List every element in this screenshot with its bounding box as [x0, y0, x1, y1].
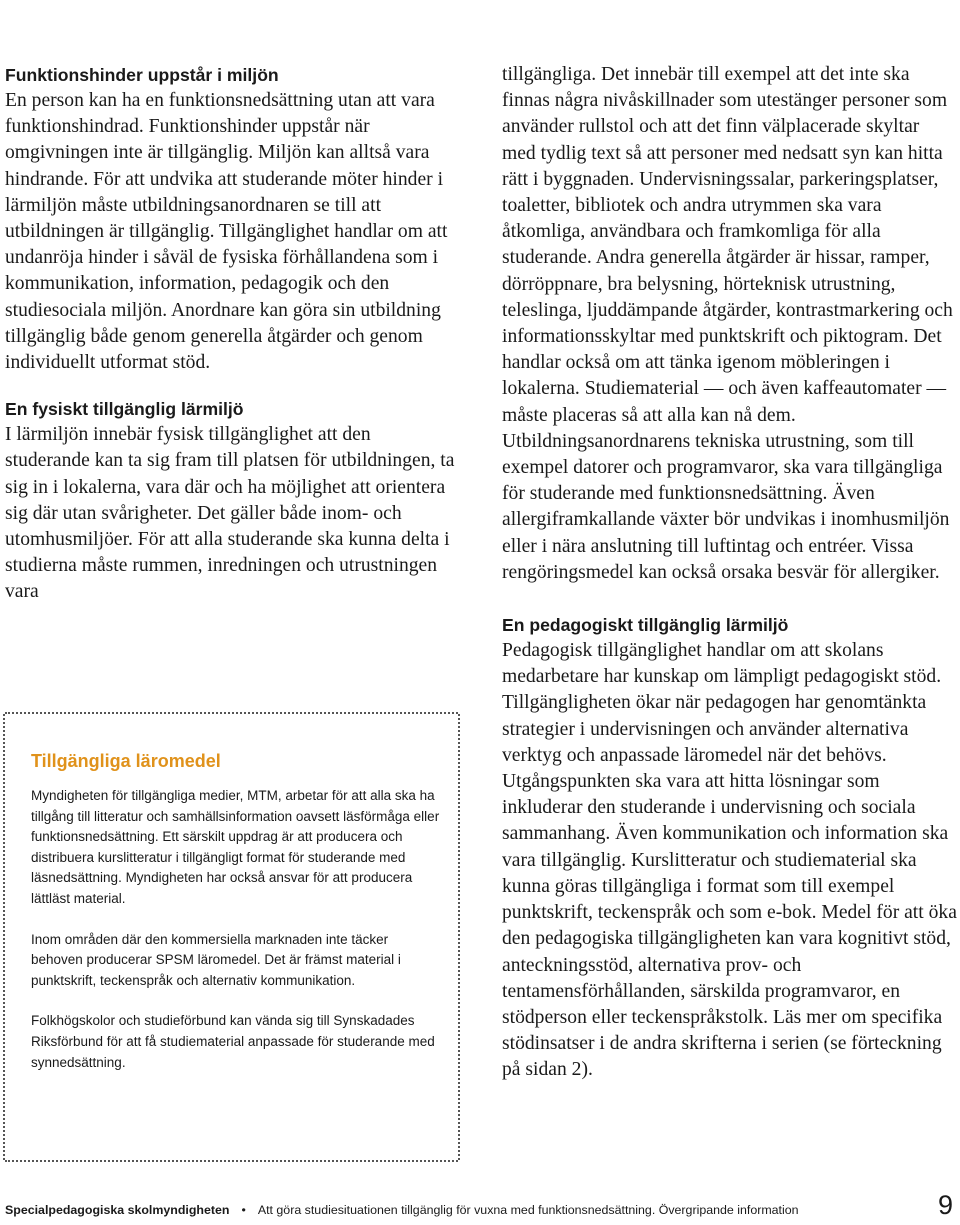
paragraph-pedagogisk: Pedagogisk tillgänglighet handlar om att skolans medarbetare har kunskap om lämpligt pedagogiskt stöd. Tillgängligheten ökar när pedagogen har genomtänkta strategier i undervisningen och använder alternativa verktyg och anpassade läromedel när det behövs. Utgångspunkten ska vara att hitta lösningar som inkluderar den studerande i undervisning och sociala sammanhang. Även kommunikation och information ska vara tillgänglig. Kurslitteratur och studiematerial ska kunna göras tillgängliga i format som till exempel punktskrift, teckenspråk och som e-bok. Medel för att öka den pedagogiska tillgängligheten kan vara kognitivt stöd, anteckningsstöd, alternativa prov- och tentamensförhållanden, särskilda programvaror, en stödperson eller teckenspråkstolk. Läs mer om specifika stödinsatser i de andra skrifterna i serien (se förteckning på sidan 2).	[502, 640, 957, 1081]
page-number: 9	[937, 1190, 953, 1220]
paragraph-funktionshinder: En person kan ha en funktionsnedsättning utan att vara funktionshindrad. Funktionshinder uppstår när omgivningen inte är tillgänglig. Miljön kan alltså vara hindrande. För att undvika att studerande möter hinder i lärmiljön måste utbildningsanordnaren se till att utbildningen är tillgänglig. Tillgänglighet handlar om att undanröja hinder i såväl de fysiska förhållandena som i kommunikation, information, pedagogik och den studiesociala miljön. Anordnare kan göra sin utbildning tillgänglig både genom generella åtgärder och genom individuellt utformat stöd.	[5, 90, 448, 374]
right-column	[502, 62, 957, 1084]
heading-fysisk-larmiljo: En fysiskt tillgänglig lärmiljö	[5, 399, 244, 420]
box-paragraph-folkhogskolor: Folkhögskolor och studieförbund kan vända sig till Synskadades Riksförbund för att få studiematerial anpassade för studerande med synnedsättning.	[31, 1013, 435, 1070]
paragraph-tillgangliga: tillgängliga. Det innebär till exempel att det inte ska finnas några nivåskillnader som utestänger personer som använder rullstol och att det finn välplacerade skyltar med tydlig text så att personer med nedsatt syn kan hitta rätt i byggnaden. Undervisningssalar, parkeringsplatser, toaletter, bibliotek och andra utrymmen ska vara åtkomliga, användbara och framkomliga för alla studerande. Andra generella åtgärder är hissar, ramper, dörröppnare, bra belysning, hörteknisk utrustning, teleslinga, ljuddämpande åtgärder, kontrastmarkering och informationsskyltar med punktskrift och piktogram. Det handlar också om att tänka igenom möbleringen i lokalerna. Studiematerial — och även kaffeautomater — måste placeras så att alla kan nå dem. Utbildningsanordnarens tekniska utrustning, som till exempel datorer och programvaror, ska vara tillgängliga för studerande med funktionsnedsättning. Även allergiframkallande växter bör undvikas i inomhusmiljön eller i nära anslutning till luftintag och entréer. Vissa rengöringsmedel kan också orsaka besvär för allergiker.	[502, 64, 953, 583]
page-footer	[5, 1190, 955, 1225]
footer-organization: Specialpedagogiska skolmyndigheten	[5, 1203, 230, 1217]
footer-bullet: •	[241, 1203, 246, 1217]
left-column	[5, 62, 460, 606]
heading-funktionshinder: Funktionshinder uppstår i miljön	[5, 65, 279, 85]
paragraph-fysisk-larmiljo: I lärmiljön innebär fysisk tillgänglighet att den studerande kan ta sig fram till platsen för utbildningen, ta sig in i lokalerna, vara där och ha möjlighet att orientera sig där utan svårigheter. Det gäller både inom- och utomhusmiljöer. För att alla studerande ska kunna delta i studierna måste rummen, inredningen och utrustningen vara	[5, 424, 455, 603]
footer-publication-title: Att göra studiesituationen tillgänglig för vuxna med funktionsnedsättning. Övergripande information	[257, 1203, 799, 1217]
info-box-laromedel	[5, 712, 458, 1162]
box-paragraph-spsm: Inom områden där den kommersiella marknaden inte täcker behoven producerar SPSM läromedel. Det är främst material i punktskrift, teckenspråk och alternativ kommunikation.	[31, 931, 401, 988]
box-paragraph-mtm: Myndigheten för tillgängliga medier, MTM, arbetar för att alla ska ha tillgång till litteratur och samhällsinformation oavsett läsförmåga eller funktionsnedsättning. Ett särskilt uppdrag är att producera och distribuera kurslitteratur i tillgängligt format för studerande med läsnedsättning. Myndigheten har också ansvar för att producera lättläst material.	[31, 788, 440, 906]
box-border-right	[458, 714, 460, 1160]
box-border-left	[3, 714, 5, 1160]
box-title: Tillgängliga läromedel	[31, 751, 221, 771]
heading-pedagogisk-larmiljo: En pedagogiskt tillgänglig lärmiljö	[502, 615, 789, 636]
